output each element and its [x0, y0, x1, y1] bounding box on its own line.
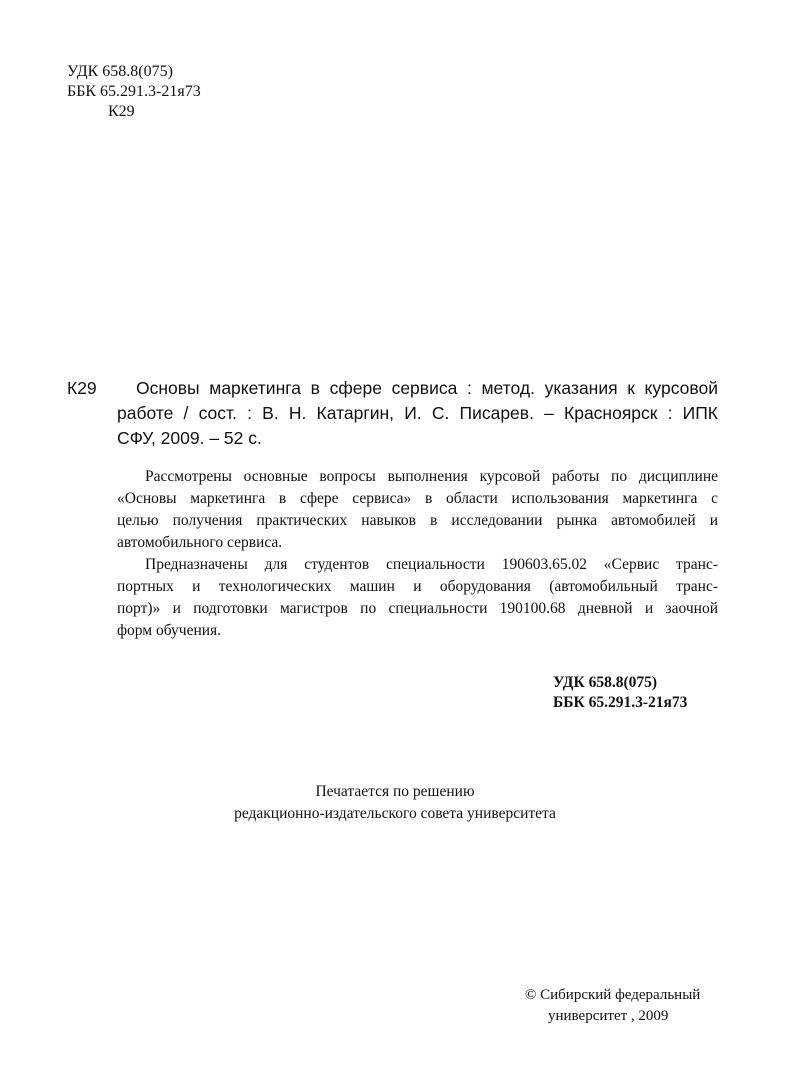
annotation-p2-line-4: форм обучения. [117, 622, 222, 639]
annotation-p1-line-4: автомобильного сервиса. [117, 534, 283, 551]
author-mark: К29 [108, 103, 135, 120]
udk-code-bold: УДК 658.8(075) [553, 674, 658, 691]
annotation-p2-line-1: Предназначены для студентов специальности 190603.65.02 «Сервис транс- [145, 556, 718, 573]
bbk-code: ББК 65.291.3-21я73 [67, 83, 201, 100]
annotation-p2-line-2: портных и технологических машин и оборудования (автомобильный транс- [117, 578, 718, 595]
entry-line-1: Основы маркетинга в сфере сервиса : метод. указания к курсовой [136, 378, 718, 398]
entry-line-2: работе / сост. : В. Н. Катаргин, И. С. Писарев. – Красноярск : ИПК [117, 403, 718, 423]
copyright-line-1: © Сибирский федеральный [525, 987, 701, 1003]
udk-code: УДК 658.8(075) [67, 63, 173, 80]
annotation-p1-line-1: Рассмотрены основные вопросы выполнения курсовой работы по дисциплине [145, 468, 718, 485]
approval-line-2: редакционно-издательского совета университета [234, 805, 556, 822]
entry-author-mark: К29 [67, 378, 97, 398]
bbk-code-bold: ББК 65.291.3-21я73 [553, 694, 688, 711]
annotation-p2-line-3: порт)» и подготовки магистров по специальности 190100.68 дневной и заочной [117, 600, 718, 617]
entry-line-3: СФУ, 2009. – 52 с. [117, 428, 262, 448]
annotation-p1-line-3: целью получения практических навыков в исследовании рынка автомобилей и [117, 512, 718, 529]
annotation-p1-line-2: «Основы маркетинга в сфере сервиса» в области использования маркетинга с [117, 490, 718, 507]
approval-line-1: Печатается по решению [315, 783, 475, 800]
copyright-line-2: университет , 2009 [548, 1008, 669, 1024]
